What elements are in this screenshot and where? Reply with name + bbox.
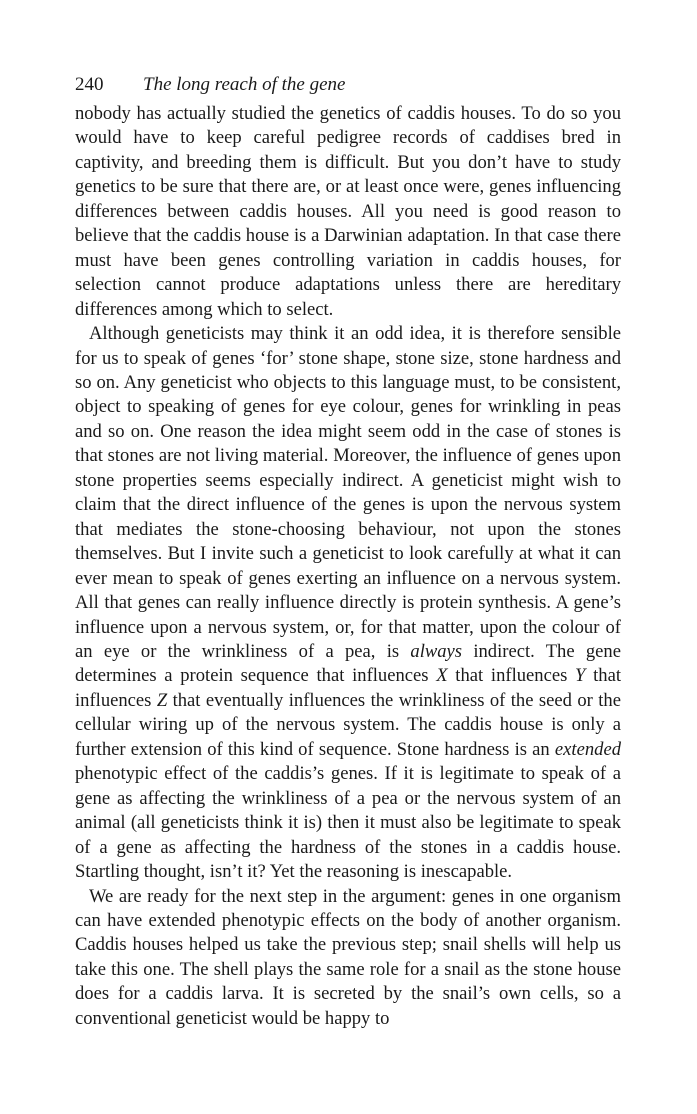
text-run: Although geneticists may think it an odd idea, it is therefore sensible for us to speak of genes ‘for’ stone shape, stone size, stone hardness and so on. Any geneticist who objects to this language must, to be consistent, object to speaking of genes for eye colour, genes for wrinkling in peas and so on. One reason the idea might seem odd in the case of stones is that stones are not living material. Moreover, the influence of genes upon stone properties seems especially indirect. A geneticist might wish to claim that the direct influence of the genes is upon the nervous system that mediates the stone-choosing behaviour, not upon the stones themselves. But I invite such a geneticist to look carefully at what it can ever mean to speak of genes exerting an influence on a nervous system. All that genes can really influence directly is protein synthesis. A gene’s influence upon a nervous system, or, for that matter, upon the colour of an eye or the wrinkliness of a pea, is (75, 323, 621, 662)
page-number: 240 (75, 74, 104, 95)
italic-text-run: X (436, 665, 448, 687)
text-run: that influences (75, 665, 621, 711)
running-head (75, 72, 621, 102)
text-run: phenotypic effect of the caddis’s genes. If it is legitimate to speak of a gene as affecting the wrinkliness of a pea or the nervous system of an animal (all geneticists think it is) then it must also be legitimate to speak of a gene as affecting the hardness of the stones in a caddis house. Startling thought, isn’t it? Yet the reasoning is inescapable. (75, 763, 621, 883)
paragraph (75, 885, 621, 1032)
text-run: We are ready for the next step in the argument: genes in one organism can have extended phenotypic effects on the body of another organism. Caddis houses helped us take the previous step; snail shells will help us take this one. The shell plays the same role for a snail as the stone house does for a caddis larva. It is secreted by the snail’s own cells, so a conventional geneticist would be happy to (75, 885, 621, 1029)
italic-text-run: Y (575, 665, 586, 687)
italic-text-run: Z (156, 689, 168, 711)
book-page (75, 72, 621, 1031)
paragraph (75, 102, 621, 322)
italic-text-run: always (410, 640, 463, 662)
paragraph (75, 322, 621, 884)
italic-text-run: extended (554, 738, 621, 760)
text-run: that eventually influences the wrinkliness of the seed or the cellular wiring up of the nervous system. The caddis house is only a further extension of this kind of sequence. Stone hardness is an (75, 689, 621, 760)
text-run: that influences (447, 665, 576, 687)
text-run: nobody has actually studied the genetics of caddis houses. To do so you would have to keep careful pedigree records of caddises bred in captivity, and breeding them is difficult. But you don’t have to study genetics to be sure that there are, or at least once were, genes influencing differences between caddis houses. All you need is good reason to believe that the caddis house is a Darwinian adaptation. In that case there must have been genes controlling variation in caddis houses, for selection cannot produce adaptations unless there are hereditary differences among which to select. (75, 103, 621, 320)
running-title: The long reach of the gene (143, 74, 346, 95)
text-run: indirect. The gene determines a protein sequence that influences (75, 640, 621, 687)
body-text (75, 102, 621, 1031)
